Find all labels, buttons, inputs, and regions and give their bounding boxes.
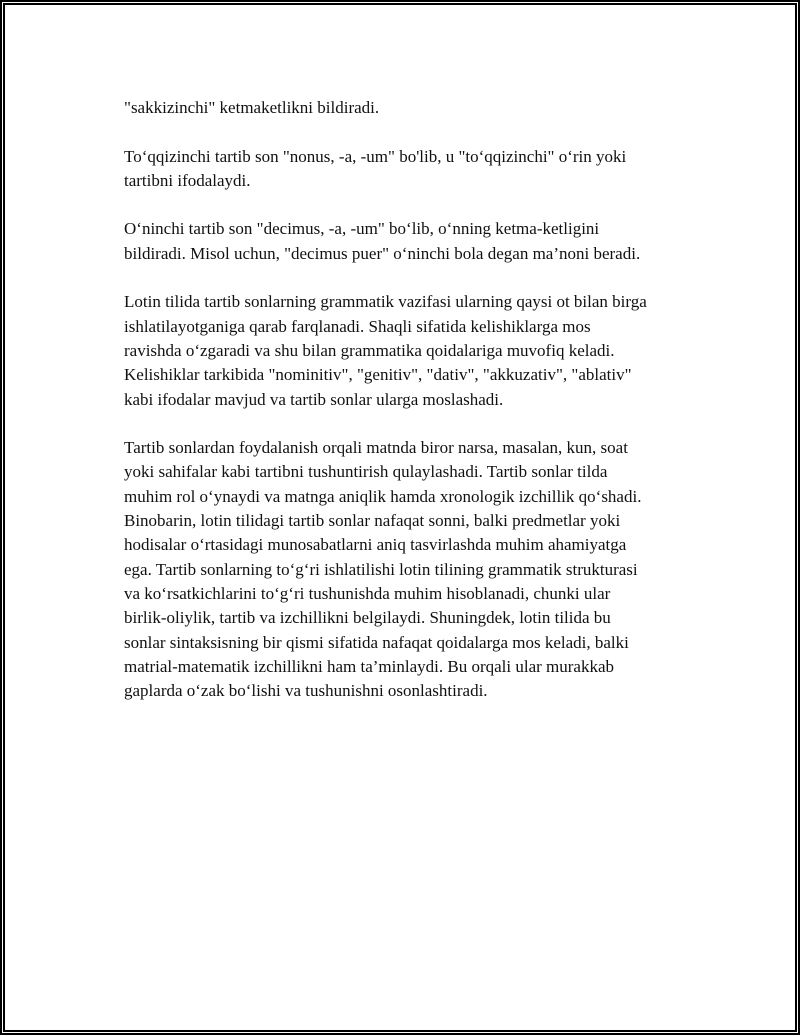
paragraph-3: O‘ninchi tartib son "decimus, -a, -um" bo‘lib, o‘nning ketma-ketligini bildiradi. Misol uchun, "decimus puer" o‘ninchi bola degan ma’noni beradi. xyxy=(124,219,641,263)
paragraph-2: To‘qqizinchi tartib son "nonus, -a, -um" bo'lib, u "to‘qqizinchi" o‘rin yoki tartibni ifodalaydi. xyxy=(124,146,627,190)
document-body xyxy=(124,96,694,728)
paragraph-4: Lotin tilida tartib sonlarning grammatik vazifasi ularning qaysi ot bilan birga ishlatilayotganiga qarab farqlanadi. Shaqli sifatida kelishiklarga mos ravishda o‘zgaradi va shu bilan grammatika qoidalariga muvofiq keladi. Kelishiklar tarkibida "nominitiv", "genitiv", "dativ", "akkuzativ", "ablativ" kabi ifodalar mavjud va tartib sonlar ularga moslashadi. xyxy=(124,292,647,409)
paragraph-5: Tartib sonlardan foydalanish orqali matnda biror narsa, masalan, kun, soat yoki sahifalar kabi tartibni tushuntirish qulaylashadi. Tartib sonlar tilda muhim rol o‘ynaydi va matnga aniqlik hamda xronologik izchillik qo‘shadi. Binobarin, lotin tilidagi tartib sonlar nafaqat sonni, balki predmetlar yoki hodisalar o‘rtasidagi munosabatlarni aniq tasvirlashda muhim ahamiyatga ega. Tartib sonlarning to‘g‘ri ishlatilishi lotin tilining grammatik strukturasi va ko‘rsatkichlarini to‘g‘ri tushunishda muhim hisoblanadi, chunki ular birlik-oliylik, tartib va izchillikni belgilaydi. Shuningdek, lotin tilida bu sonlar sintaksisning bir qismi sifatida nafaqat qoidalarga mos keladi, balki matrial-matematik izchillikni ham ta’minlaydi. Bu orqali ular murakkab gaplarda o‘zak bo‘lishi va tushunishni osonlashtiradi. xyxy=(124,438,642,701)
paragraph-1: "sakkizinchi" ketmaketlikni bildiradi. xyxy=(124,98,380,117)
